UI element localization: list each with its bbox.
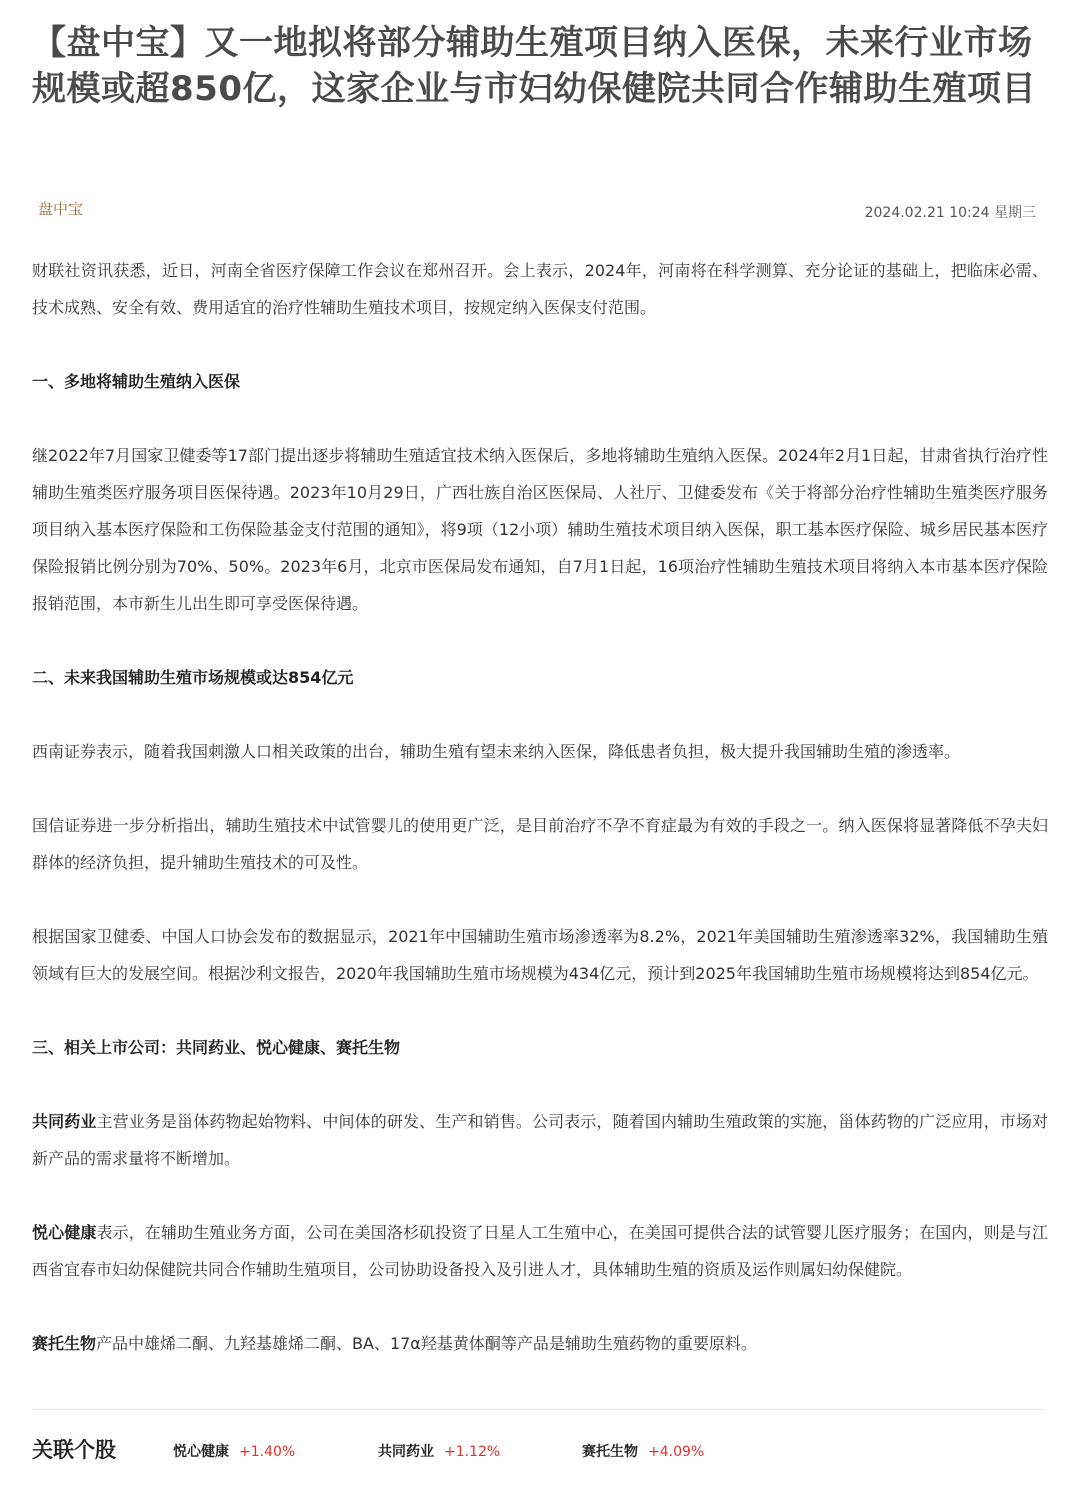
section-heading-3: 三、相关上市公司：共同药业、悦心健康、赛托生物: [32, 1038, 401, 1057]
source-link[interactable]: 盘中宝: [38, 200, 84, 218]
company-name: 悦心健康: [32, 1223, 97, 1242]
divider: [32, 1409, 1046, 1410]
company-text: 产品中雄烯二酮、九羟基雄烯二酮、BA、17α羟基黄体酮等产品是辅助生殖药物的重要原料。: [96, 1334, 757, 1353]
section2-paragraph-3: 根据国家卫健委、中国人口协会发布的数据显示，2021年中国辅助生殖市场渗透率为8.2%，2021年美国辅助生殖渗透率32%，我国辅助生殖领域有巨大的发展空间。根据沙利文报告，2020年我国辅助生殖市场规模为434亿元，预计到2025年我国辅助生殖市场规模将达到854亿元。: [32, 927, 1048, 983]
stock-change: +1.12%: [444, 1444, 501, 1460]
stock-item[interactable]: [173, 1441, 295, 1463]
article-title: 【盘中宝】又一地拟将部分辅助生殖项目纳入医保，未来行业市场规模或超850亿，这家企业与市妇幼保健院共同合作辅助生殖项目: [32, 23, 1036, 109]
section2-paragraph-1: 西南证券表示，随着我国刺激人口相关政策的出台，辅助生殖有望未来纳入医保，降低患者负担，极大提升我国辅助生殖的渗透率。: [32, 742, 961, 761]
company-text: 主营业务是甾体药物起始物料、中间体的研发、生产和销售。公司表示，随着国内辅助生殖政策的实施，甾体药物的广泛应用，市场对新产品的需求量将不断增加。: [32, 1112, 1048, 1168]
company-name: 共同药业: [32, 1112, 97, 1131]
stock-name: 悦心健康: [173, 1444, 229, 1460]
article-body: [32, 252, 1048, 1362]
stock-change: +4.09%: [648, 1444, 705, 1460]
section2-paragraph-2: 国信证券进一步分析指出，辅助生殖技术中试管婴儿的使用更广泛，是目前治疗不孕不育症最为有效的手段之一。纳入医保将显著降低不孕夫妇群体的经济负担，提升辅助生殖技术的可及性。: [32, 816, 1048, 872]
related-stocks-title: 关联个股: [32, 1438, 116, 1462]
company-paragraph-2: [32, 1214, 1048, 1288]
stock-item[interactable]: [582, 1441, 704, 1463]
section-heading-2: 二、未来我国辅助生殖市场规模或达854亿元: [32, 668, 354, 687]
article-meta: [38, 198, 1036, 224]
company-text: 表示，在辅助生殖业务方面，公司在美国洛杉矶投资了日星人工生殖中心，在美国可提供合法的试管婴儿医疗服务；在国内，则是与江西省宜春市妇幼保健院共同合作辅助生殖项目，公司协助设备投入及引进人才，具体辅助生殖的资质及运作则属妇幼保健院。: [32, 1223, 1048, 1279]
company-name: 赛托生物: [32, 1334, 97, 1353]
stock-name: 共同药业: [378, 1444, 434, 1460]
company-paragraph-3: [32, 1325, 1048, 1362]
publish-datetime: 2024.02.21 10:24 星期三: [864, 205, 1036, 221]
stock-item[interactable]: [378, 1441, 500, 1463]
section1-paragraph: 继2022年7月国家卫健委等17部门提出逐步将辅助生殖适宜技术纳入医保后，多地将辅助生殖纳入医保。2024年2月1日起，甘肃省执行治疗性辅助生殖类医疗服务项目医保待遇。2023年10月29日，广西壮族自治区医保局、人社厅、卫健委发布《关于将部分治疗性辅助生殖类医疗服务项目纳入基本医疗保险和工伤保险基金支付范围的通知》，将9项（12小项）辅助生殖技术项目纳入医保，职工基本医疗保险、城乡居民基本医疗保险报销比例分别为70%、50%。2023年6月，北京市医保局发布通知，自7月1日起，16项治疗性辅助生殖技术项目将纳入本市基本医疗保险报销范围，本市新生儿出生即可享受医保待遇。: [32, 446, 1048, 613]
company-paragraph-1: [32, 1103, 1048, 1177]
stock-change: +1.40%: [239, 1444, 296, 1460]
related-stocks: [32, 1434, 1046, 1470]
section-heading-1: 一、多地将辅助生殖纳入医保: [32, 372, 241, 391]
stock-name: 赛托生物: [582, 1444, 638, 1460]
intro-paragraph: 财联社资讯获悉，近日，河南全省医疗保障工作会议在郑州召开。会上表示，2024年，河南将在科学测算、充分论证的基础上，把临床必需、技术成熟、安全有效、费用适宜的治疗性辅助生殖技术项目，按规定纳入医保支付范围。: [32, 261, 1048, 317]
